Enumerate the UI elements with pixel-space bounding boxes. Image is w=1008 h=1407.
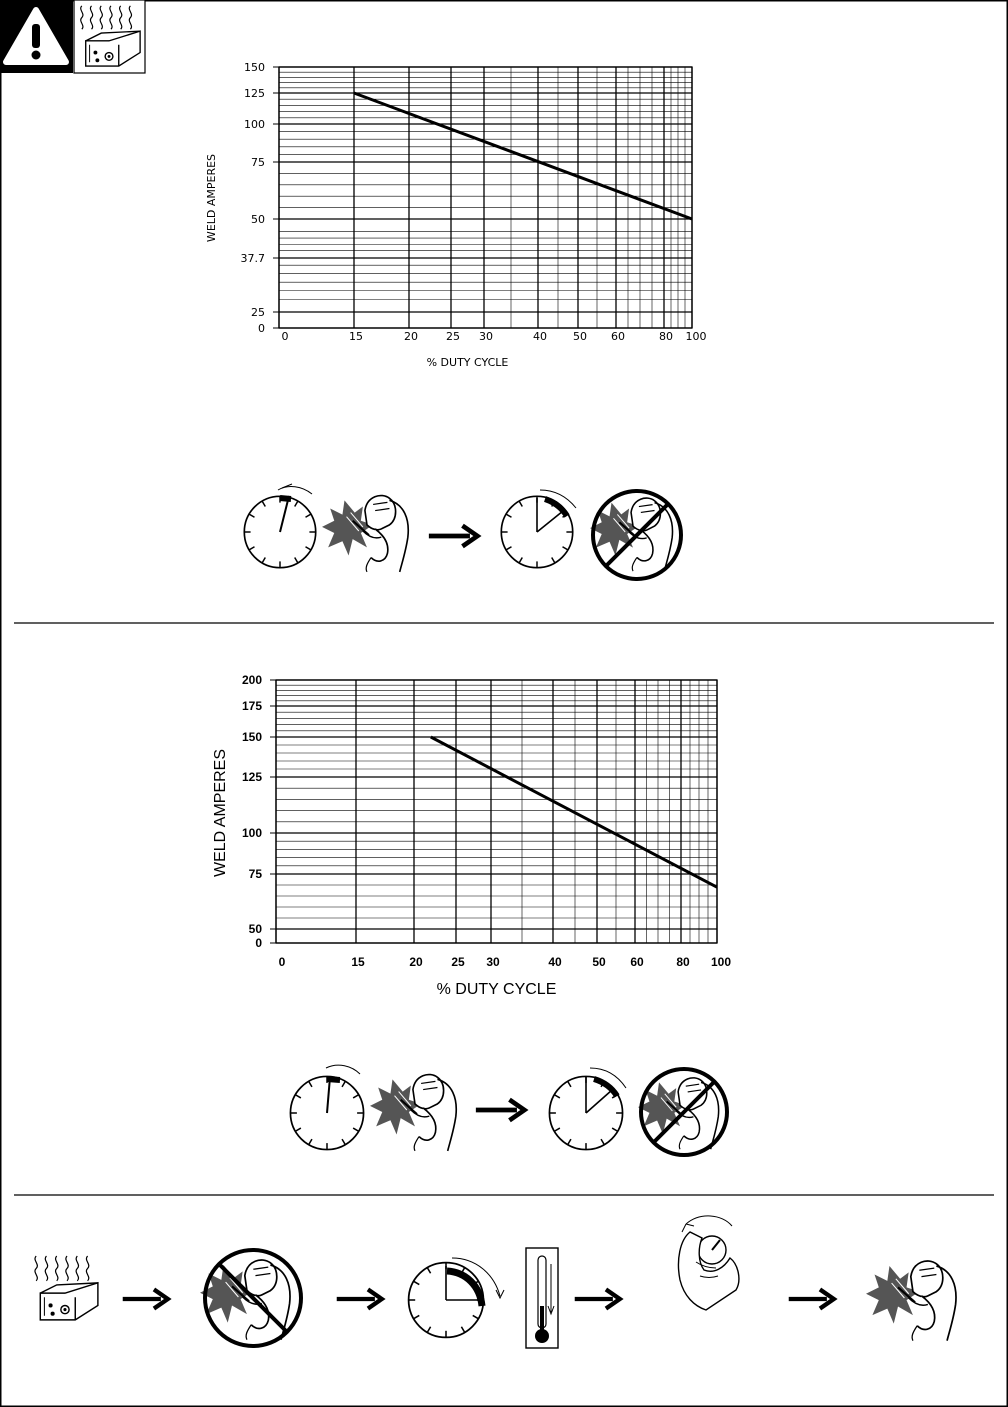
x-tick-label: 60 [611,330,625,343]
x-tick-label: 80 [676,955,690,969]
y-tick-label: 75 [248,867,262,881]
x-tick-label: 25 [451,955,465,969]
y-tick-label: 175 [241,699,262,713]
y-tick-label: 125 [244,87,265,100]
y-tick-label: 50 [248,922,262,936]
y-tick-label: 150 [241,730,262,744]
y-axis-label: WELD AMPERES [205,153,218,243]
arrow-right-icon [476,1100,525,1121]
x-tick-label: 30 [486,955,500,969]
welder-icon [322,496,408,572]
y-tick-label: 75 [251,156,265,169]
y-tick-label: 150 [244,61,265,74]
arrow-right-icon [575,1289,620,1308]
duty-cycle-illustration-2 [290,1065,727,1155]
duty-cycle-chart-2 [212,673,731,998]
x-tick-label: 15 [349,330,363,343]
overheat-machine-icon [35,1256,98,1320]
x-tick-label: 25 [446,330,460,343]
x-axis-label: % DUTY CYCLE [426,356,509,369]
x-tick-label: 30 [479,330,493,343]
no-welding-icon [638,1069,727,1155]
welder-icon [866,1261,956,1341]
duty-cycle-chart-1 [205,61,707,369]
y-tick-label: 100 [241,826,262,840]
x-tick-label: 60 [630,955,644,969]
arrow-right-icon [429,526,478,547]
x-tick-label: 40 [533,330,547,343]
x-axis-label: % DUTY CYCLE [436,981,557,998]
x-tick-label: 15 [351,955,365,969]
reset-knob-icon [678,1216,738,1310]
reset-sequence [35,1216,956,1348]
y-tick-label: 25 [251,306,265,319]
x-tick-label: 80 [659,330,673,343]
x-tick-label: 50 [573,330,587,343]
y-tick-label: 200 [241,673,262,687]
y-tick-label: 0 [255,936,262,950]
y-tick-label: 0 [258,322,265,335]
duty-cycle-line [431,737,717,887]
warning-icon [0,0,73,73]
duty-cycle-illustration-1 [244,484,681,579]
y-tick-label: 37.7 [240,252,265,265]
x-tick-label: 50 [592,955,606,969]
y-axis-label: WELD AMPERES [212,748,229,878]
arrow-right-icon [337,1289,382,1308]
x-tick-label: 0 [278,955,286,969]
x-tick-label: 0 [281,330,289,343]
x-tick-label: 100 [710,955,732,969]
x-tick-label: 40 [548,955,562,969]
no-welding-icon [590,491,681,579]
arrow-right-icon [123,1289,168,1308]
arrow-right-icon [789,1289,834,1308]
x-tick-label: 20 [404,330,418,343]
timer-icon [409,1258,504,1337]
y-tick-label: 50 [251,213,265,226]
welder-icon [370,1075,456,1151]
x-tick-label: 100 [685,330,707,343]
duty-cycle-line [354,93,692,219]
x-tick-label: 20 [409,955,423,969]
overheat-machine-icon [74,0,145,73]
y-tick-label: 125 [241,770,262,784]
no-welding-icon [200,1250,301,1346]
plot-frame [276,680,717,943]
y-tick-label: 100 [244,118,265,131]
thermometer-icon [526,1248,558,1348]
